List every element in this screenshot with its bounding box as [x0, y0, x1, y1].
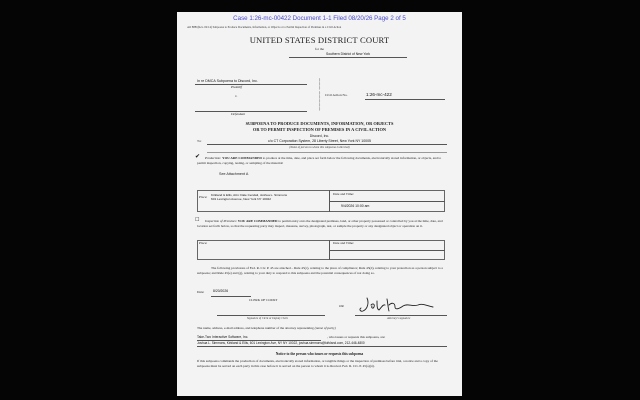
- inspection-commanded: YOU ARE COMMANDED: [237, 219, 278, 223]
- subpoena-title-line-2: OR TO PERMIT INSPECTION OF PREMISES IN A CIVIL ACTION: [252, 127, 387, 132]
- inspection-lead: Inspection of Premises:: [205, 219, 237, 223]
- production-date-value: 9/4/2026 10:00 am: [341, 204, 370, 208]
- attorney-issues-text: , who issues or requests this subpoena, are:: [327, 335, 386, 339]
- attorney-party: Take-Two Interactive Software, Inc.: [197, 335, 249, 339]
- clerk-signature-caption: Signature of Clerk or Deputy Clerk: [247, 316, 288, 320]
- court-for-label: for the: [315, 47, 324, 51]
- defendant-label: Defendant: [231, 112, 246, 116]
- issue-date-label: Date:: [197, 290, 205, 294]
- versus-label: v.: [235, 94, 238, 98]
- issue-date-value: 8/20/2026: [213, 289, 229, 293]
- production-checkbox[interactable]: ✔: [195, 153, 201, 160]
- rules-paragraph: The following provisions of Fed. R. Civ. P. 45 are attached – Rule 45(c), relating to the place of compliance; Rule 45(d), relating to your protection as a person subject to a subpoena; and Rule 45(e) and (g), relating to your duty to respond to this subpoena and the potential consequences of not doing so.: [197, 266, 443, 275]
- production-commanded: YOU ARE COMMANDED: [222, 156, 262, 160]
- caption-in-re: In re DMCA Subpoena to Discord, Inc.: [197, 78, 258, 83]
- attorney-signature-caption: Attorney's signature: [387, 316, 411, 320]
- case-header: Case 1:26-mc-00422 Document 1-1 Filed 08/20/26 Page 2 of 5: [233, 15, 406, 22]
- production-place-line-1: Kirkland & Ellis, Attn: Dale Cendali, Joshua L. Simmons: [211, 192, 288, 197]
- court-title: UNITED STATES DISTRICT COURT: [249, 35, 390, 45]
- clerk-of-court-label: CLERK OF COURT: [249, 298, 278, 302]
- production-text: to produce at the time, date, and place set forth below the following documents, electronically stored information, or objects, and to permit inspection, copying, testing, or sampling of the material:: [197, 156, 442, 165]
- attorney-intro-text: The name, address, e-mail address, and telephone number of the attorney representing: [197, 326, 314, 330]
- production-lead: Production:: [205, 156, 222, 160]
- or-label: OR: [339, 304, 344, 308]
- production-place-line-2: 601 Lexington Avenue, New York NY 10022: [211, 197, 271, 201]
- attorney-contact: Joshua L. Simmons, Kirkland & Ellis, 601 Lexington Ave, NY NY 10022, joshua.simmons@kirkland.com, 212-446-4800: [197, 341, 365, 345]
- inspection-paragraph: [197, 219, 445, 228]
- subpoena-title-line-1: SUBPOENA TO PRODUCE DOCUMENTS, INFORMATION, OR OBJECTS: [245, 121, 394, 126]
- caption-brackets: ) ) ) ) ) ) ) ): [319, 78, 321, 112]
- recipient-caption: (Name of person to whom this subpoena is directed): [289, 145, 350, 149]
- inspection-checkbox[interactable]: ☐: [195, 217, 200, 223]
- attachment-text: See Attachment A: [219, 172, 249, 176]
- plaintiff-label: Plaintiff: [231, 85, 243, 89]
- civil-action-number: 1:26-mc-422: [366, 92, 392, 97]
- inspection-place-label: Place:: [199, 241, 208, 245]
- inspection-date-label: Date and Time:: [333, 241, 354, 245]
- attorney-intro: [197, 326, 447, 331]
- attorney-signature-icon: [355, 295, 445, 315]
- notice-paragraph: If this subpoena commands the production of documents, electronically stored information, or tangible things or the inspection of premises before trial, a notice and a copy of the subpoena must be served on each party in this case before it is served on the person to whom it is directed. Fed. R. Civ. P. 45(a)(4).: [197, 359, 438, 368]
- name-of-party-caption: (name of party): [314, 326, 336, 330]
- court-district: Southern District of New York: [325, 51, 371, 56]
- production-paragraph: [195, 153, 445, 165]
- civil-action-label: Civil Action No.: [325, 93, 348, 97]
- inspection-text: to permit entry onto the designated premises, land, or other property possessed or controlled by you at the time, date, and location set forth below, so that the requesting party may inspect, measure, survey, photograph, test, or sample the property or any designated object or operation on it.: [197, 219, 443, 228]
- notice-title: Notice to the person who issues or requests this subpoena: [275, 352, 364, 356]
- form-id: AO 88B (Rev. 02/14) Subpoena to Produce Documents, Information, or Objects or to Permit Inspection of Premises in a Civil Action: [187, 25, 342, 29]
- to-label: To:: [197, 139, 202, 143]
- production-place-label: Place:: [199, 195, 208, 199]
- subpoena-document-page: [177, 12, 462, 396]
- recipient-name: Discord, Inc.: [309, 133, 330, 138]
- production-date-label: Date and Time:: [333, 192, 354, 196]
- recipient-address: c/o CT Corporation System, 28 Liberty Street, New York NY 10005: [268, 138, 371, 143]
